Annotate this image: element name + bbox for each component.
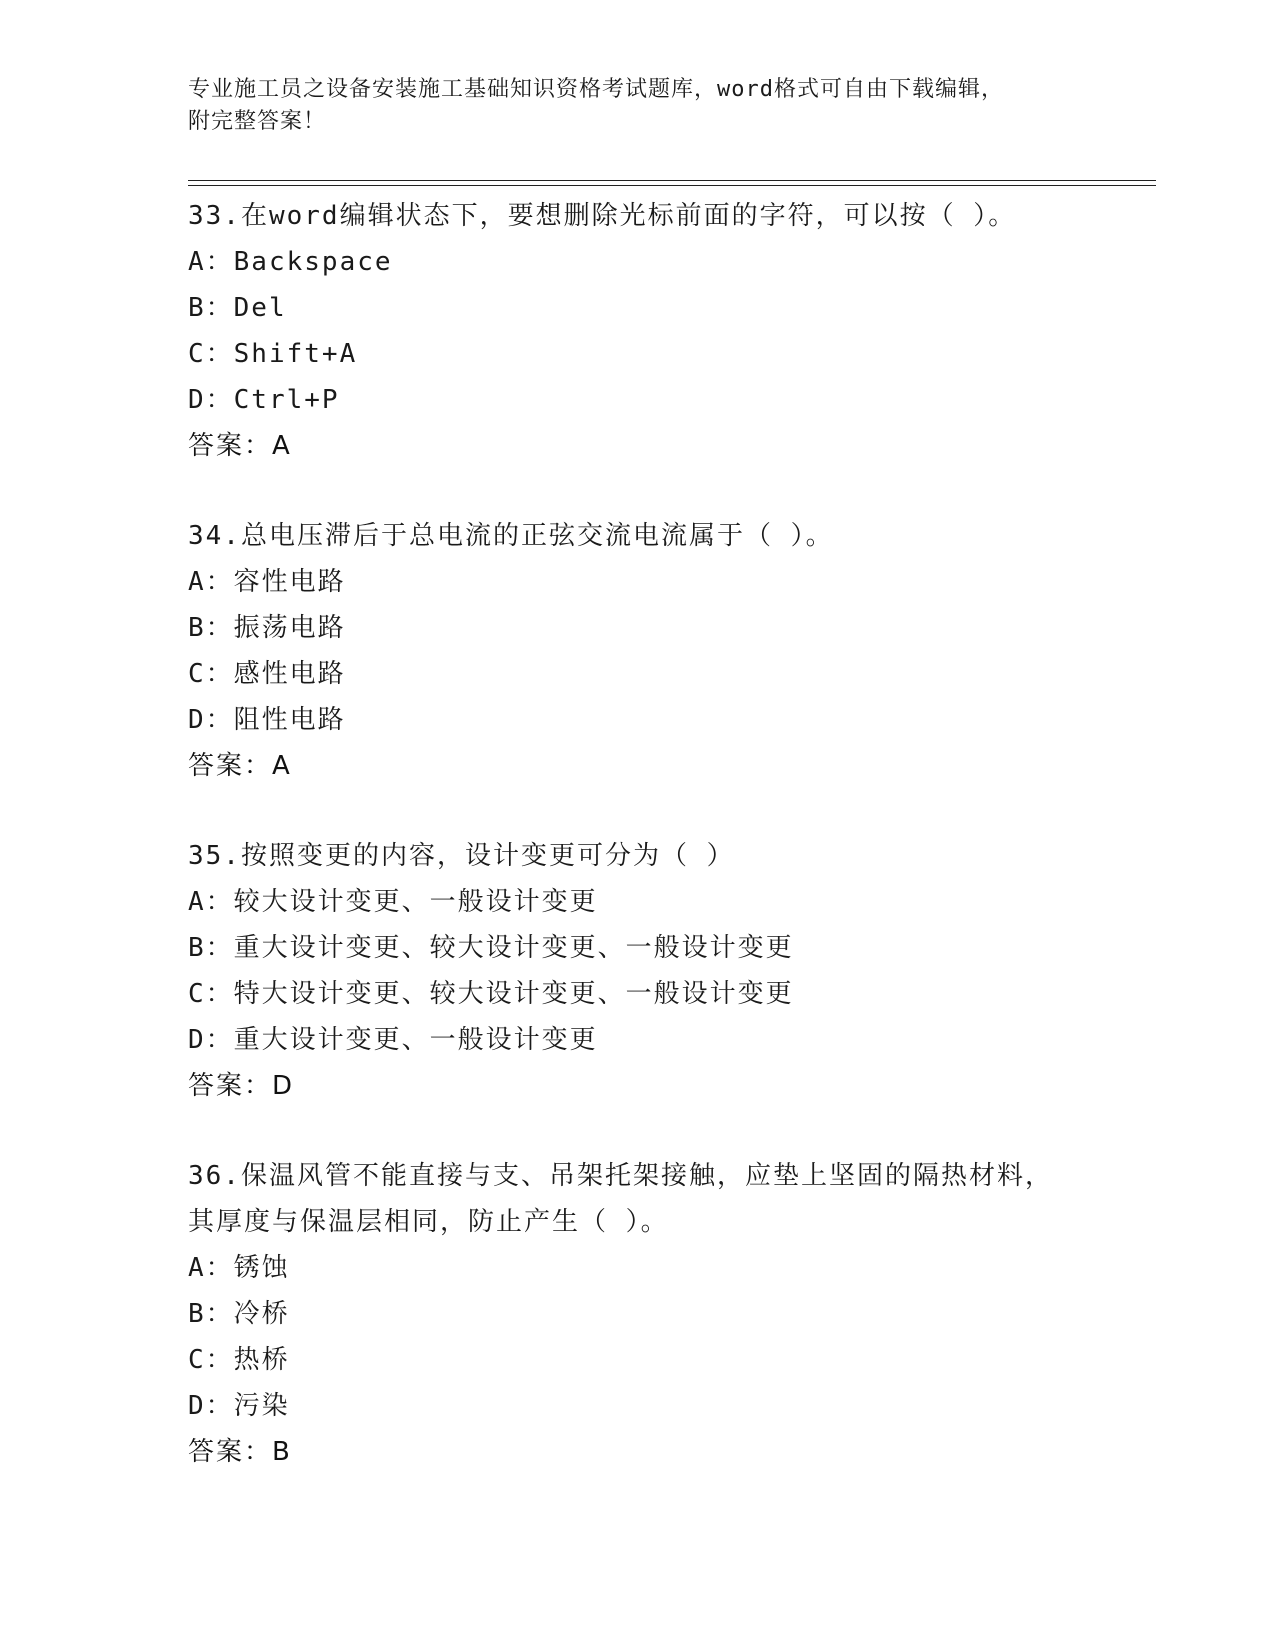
question-text: 33.在word编辑状态下，要想删除光标前面的字符，可以按（ ）。 (188, 201, 1017, 231)
document-header (188, 74, 1088, 138)
question-text-line-2: 其厚度与保温层相同，防止产生（ ）。 (188, 1207, 669, 1237)
question-list (188, 193, 1156, 1519)
question-stem (188, 513, 1156, 559)
answer-value: A (272, 431, 290, 461)
option-d: D：污染 (188, 1391, 290, 1421)
question-text: 35.按照变更的内容，设计变更可分为（ ） (188, 841, 735, 871)
header-line-2: 附完整答案！ (188, 109, 327, 134)
option-a: A：锈蚀 (188, 1253, 290, 1283)
option-d: D：重大设计变更、一般设计变更 (188, 1025, 598, 1055)
option-d: D：阻性电路 (188, 705, 346, 735)
question-stem (188, 833, 1156, 879)
question-36 (188, 1153, 1156, 1475)
option-a: A：容性电路 (188, 567, 346, 597)
question-stem (188, 193, 1156, 239)
option-a: A：较大设计变更、一般设计变更 (188, 887, 598, 917)
question-text: 34.总电压滞后于总电流的正弦交流电流属于（ ）。 (188, 521, 834, 551)
option-a: A：Backspace (188, 247, 393, 277)
option-d: D：Ctrl+P (188, 385, 340, 415)
question-stem (188, 1153, 1156, 1245)
answer-value: A (272, 751, 290, 781)
answer-line (188, 743, 1156, 789)
answer-value: D (272, 1071, 293, 1101)
answer-line (188, 423, 1156, 469)
option-c: C：热桥 (188, 1345, 290, 1375)
option-b: B：重大设计变更、较大设计变更、一般设计变更 (188, 933, 794, 963)
header-divider-bottom (188, 185, 1156, 186)
option-b: B：Del (188, 293, 287, 323)
question-35 (188, 833, 1156, 1109)
question-text-line-1: 36.保温风管不能直接与支、吊架托架接触，应垫上坚固的隔热材料， (188, 1161, 1053, 1191)
header-line-1: 专业施工员之设备安装施工基础知识资格考试题库，word格式可自由下载编辑， (188, 77, 1004, 102)
answer-label: 答案： (188, 431, 273, 461)
option-c: C：感性电路 (188, 659, 346, 689)
option-b: B：振荡电路 (188, 613, 346, 643)
answer-label: 答案： (188, 751, 273, 781)
question-33 (188, 193, 1156, 469)
option-c: C：Shift+A (188, 339, 358, 369)
answer-line (188, 1429, 1156, 1475)
answer-value: B (272, 1437, 290, 1467)
answer-label: 答案： (188, 1437, 273, 1467)
option-c: C：特大设计变更、较大设计变更、一般设计变更 (188, 979, 794, 1009)
question-34 (188, 513, 1156, 789)
option-b: B：冷桥 (188, 1299, 290, 1329)
header-divider-top (188, 180, 1156, 181)
answer-line (188, 1063, 1156, 1109)
answer-label: 答案： (188, 1071, 273, 1101)
